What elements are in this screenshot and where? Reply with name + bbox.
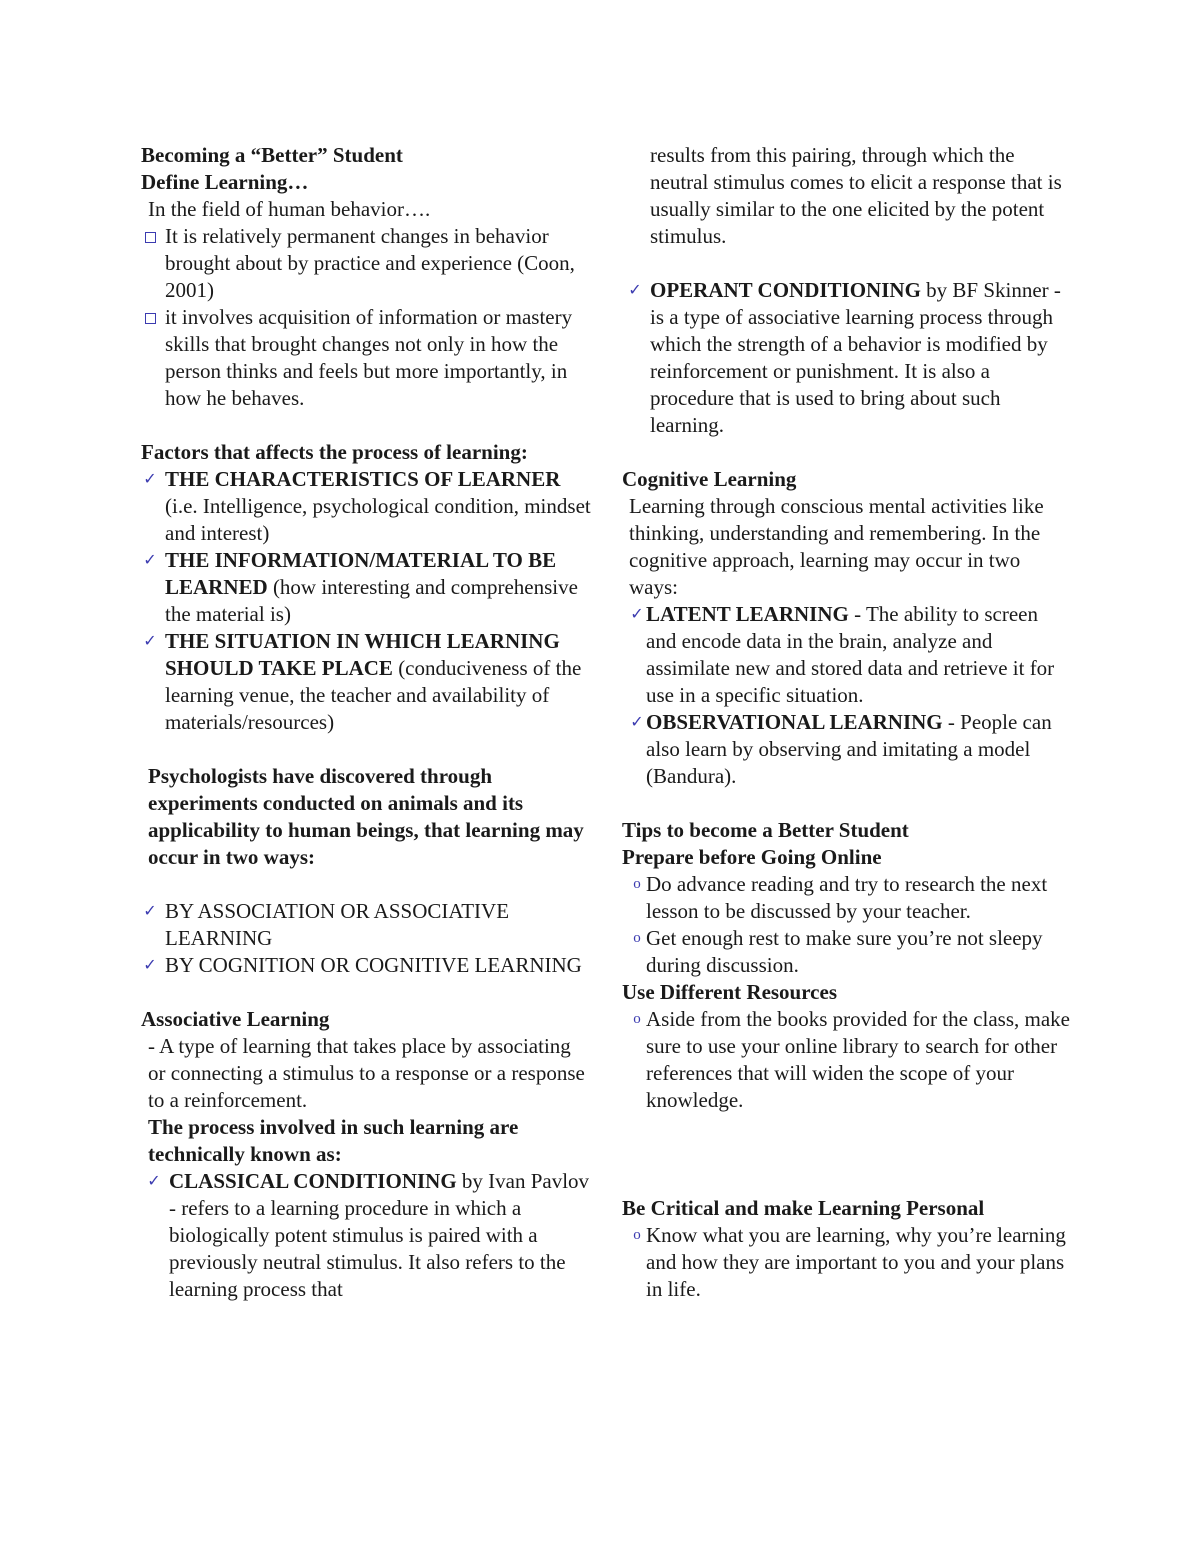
define-intro: In the field of human behavior….	[148, 197, 431, 221]
tips-heading: Tips to become a Better Student	[622, 818, 909, 842]
checkmark-icon: ✓	[143, 552, 157, 569]
observational-rest: - People can also learn by observing and imitating a model (Bandura).	[646, 710, 1052, 788]
checkmark-icon: ✓	[143, 633, 157, 650]
factor-rest: (how interesting and comprehensive the material is)	[165, 575, 578, 626]
resources-heading: Use Different Resources	[622, 980, 837, 1004]
circle-bullet-icon: o	[633, 1227, 641, 1243]
checkmark-icon: ✓	[143, 903, 157, 920]
factor-rest: (conduciveness of the learning venue, the teacher and availability of materials/resources)	[165, 656, 582, 734]
page-title: Becoming a “Better” Student	[141, 143, 403, 167]
checkbox-bullet-icon	[141, 223, 159, 250]
list-item	[141, 223, 591, 304]
classical-rest: by Ivan Pavlov - refers to a learning procedure in which a biologically potent stimulus is paired with a previously neutral stimulus. It also refers to the learning process that	[169, 1169, 590, 1301]
resources-item-text: Aside from the books provided for the class, make sure to use your online library to search for other references that will widen the scope of your knowledge.	[646, 1007, 1070, 1112]
factor-rest: (i.e. Intelligence, psychological condition, mindset and interest)	[165, 494, 591, 545]
factor-bold: THE INFORMATION/MATERIAL TO BE LEARNED	[165, 548, 557, 599]
checkmark-icon: ✓	[630, 606, 644, 623]
list-item	[622, 601, 1072, 709]
checkmark-icon: ✓	[143, 957, 157, 974]
critical-heading: Be Critical and make Learning Personal	[622, 1196, 985, 1220]
cognitive-heading: Cognitive Learning	[622, 467, 797, 491]
list-item	[141, 952, 591, 979]
associative-heading: Associative Learning	[141, 1007, 330, 1031]
define-item-text: It is relatively permanent changes in behavior brought about by practice and experience (Coon, 2001)	[165, 224, 575, 302]
list-item	[141, 628, 591, 736]
way-text: BY ASSOCIATION OR ASSOCIATIVE LEARNING	[165, 899, 510, 950]
list-item	[622, 1222, 1072, 1303]
checkmark-icon: ✓	[630, 714, 644, 731]
list-item	[141, 547, 591, 628]
operant-rest: by BF Skinner - is a type of associative learning process through which the strength of a behavior is modified by reinforcement or punishment. It is also a procedure that is used to bring about such learning.	[650, 278, 1061, 437]
critical-item-text: Know what you are learning, why you’re learning and how they are important to you and your plans in life.	[646, 1223, 1066, 1301]
prepare-item-text: Do advance reading and try to research the next lesson to be discussed by your teacher.	[646, 872, 1048, 923]
operant-bold: OPERANT CONDITIONING	[650, 278, 921, 302]
classical-bold: CLASSICAL CONDITIONING	[169, 1169, 457, 1193]
observational-bold: OBSERVATIONAL LEARNING	[646, 710, 943, 734]
factors-heading: Factors that affects the process of learning:	[141, 440, 528, 464]
list-item	[622, 709, 1072, 790]
list-item	[622, 925, 1072, 979]
list-item	[622, 871, 1072, 925]
list-item	[141, 304, 591, 412]
psychologists-text: Psychologists have discovered through experiments conducted on animals and its applicability to human beings, that learning may occur in two ways:	[148, 764, 584, 869]
latent-bold: LATENT LEARNING	[646, 602, 849, 626]
prepare-heading: Prepare before Going Online	[622, 845, 882, 869]
factor-bold: THE SITUATION IN WHICH LEARNING SHOULD TAKE PLACE	[165, 629, 560, 680]
way-text: BY COGNITION OR COGNITIVE LEARNING	[165, 953, 582, 977]
associative-text: - A type of learning that takes place by associating or connecting a stimulus to a response or a response to a reinforcement.	[148, 1034, 585, 1112]
checkmark-icon: ✓	[628, 282, 642, 299]
checkmark-icon: ✓	[143, 471, 157, 488]
circle-bullet-icon: o	[633, 930, 641, 946]
list-item	[141, 898, 591, 952]
classical-continued: results from this pairing, through which the neutral stimulus comes to elicit a response that is usually similar to the one elicited by the potent stimulus.	[650, 143, 1062, 248]
left-column	[141, 142, 591, 1303]
define-item-text: it involves acquisition of information or mastery skills that brought changes not only in how the person thinks and feels but more importantly, in how he behaves.	[165, 305, 573, 410]
circle-bullet-icon: o	[633, 876, 641, 892]
circle-bullet-icon: o	[633, 1011, 641, 1027]
checkmark-icon: ✓	[147, 1173, 161, 1190]
prepare-item-text: Get enough rest to make sure you’re not sleepy during discussion.	[646, 926, 1043, 977]
define-heading: Define Learning…	[141, 170, 309, 194]
list-item	[141, 466, 591, 547]
list-item	[622, 277, 1072, 439]
list-item	[622, 1006, 1072, 1114]
list-item	[141, 1168, 591, 1303]
latent-rest: - The ability to screen and encode data in the brain, analyze and assimilate new and stored data and retrieve it for use in a specific situation.	[646, 602, 1055, 707]
right-column	[622, 142, 1072, 1303]
process-heading: The process involved in such learning are technically known as:	[148, 1115, 519, 1166]
cognitive-text: Learning through conscious mental activities like thinking, understanding and remembering. In the cognitive approach, learning may occur in two ways:	[629, 494, 1044, 599]
checkbox-bullet-icon	[141, 304, 159, 331]
factor-bold: THE CHARACTERISTICS OF LEARNER	[165, 467, 561, 491]
